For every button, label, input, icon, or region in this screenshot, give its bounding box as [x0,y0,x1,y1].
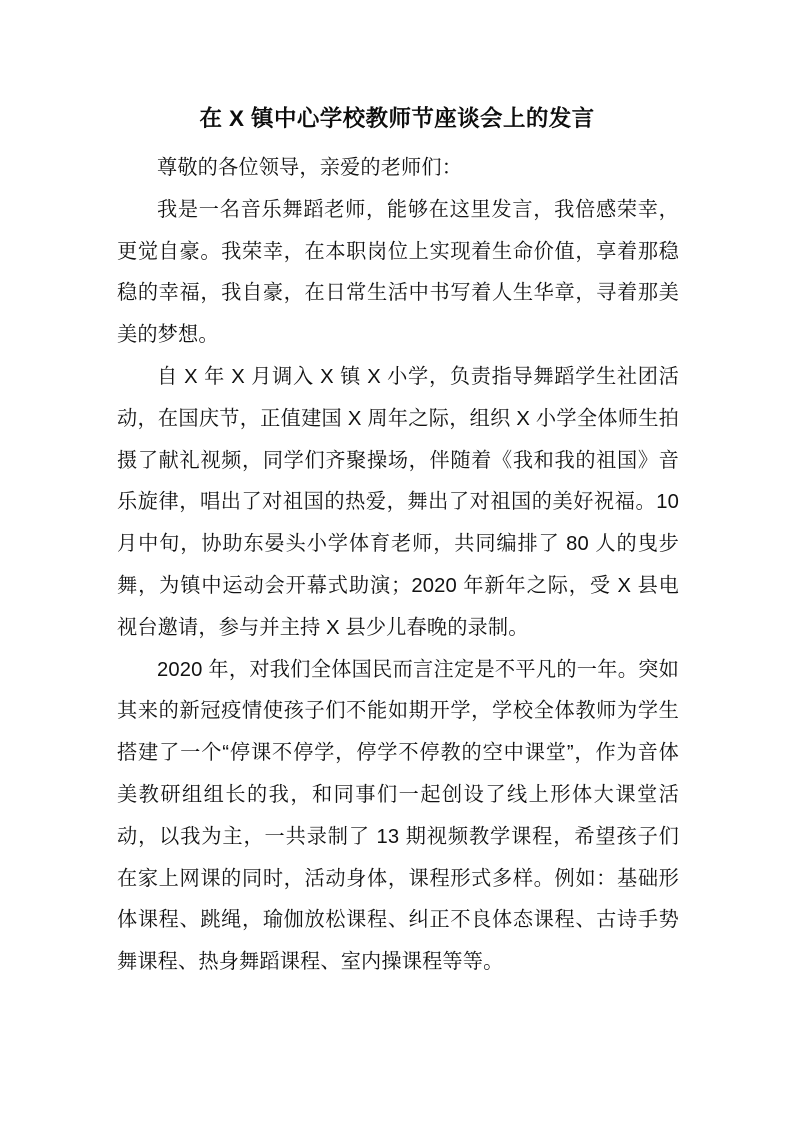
body-paragraph-3: 2020 年，对我们全体国民而言注定是不平凡的一年。突如其来的新冠疫情使孩子们不能如期开学，学校全体教师为学生搭建了一个“停课不停学，停学不停教的空中课堂”，作为音体美教研组组长的我，和同事们一起创设了线上形体大课堂活动，以我为主，一共录制了 13 期视频教学课程，希望孩子们在家上网课的同时，活动身体，课程形式多样。例如：基础形体课程、跳绳，瑜伽放松课程、纠正不良体态课程、古诗手势舞课程、热身舞蹈课程、室内操课程等等。 [117,658,679,974]
document-body [117,148,679,984]
salutation-line: 尊敬的各位领导，亲爱的老师们： [157,157,463,179]
page-title: 在 X 镇中心学校教师节座谈会上的发言 [199,106,595,131]
body-paragraph-2: 自 X 年 X 月调入 X 镇 X 小学，负责指导舞蹈学生社团活动，在国庆节，正值建国 X 周年之际，组织 X 小学全体师生拍摄了献礼视频，同学们齐聚操场，伴随着《我和我的祖国》音乐旋律，唱出了对祖国的热爱，舞出了对祖国的美好祝福。10 月中旬，协助东晏头小学体育老师，共同编排了 80 人的曳步舞，为镇中运动会开幕式助演；2020 年新年之际，受 X 县电视台邀请，参与并主持 X 县少儿春晚的录制。 [117,365,679,639]
body-paragraph-1: 我是一名音乐舞蹈老师，能够在这里发言，我倍感荣幸，更觉自豪。我荣幸，在本职岗位上实现着生命价值，享着那稳稳的幸福，我自豪，在日常生活中书写着人生华章，寻着那美美的梦想。 [117,198,679,347]
